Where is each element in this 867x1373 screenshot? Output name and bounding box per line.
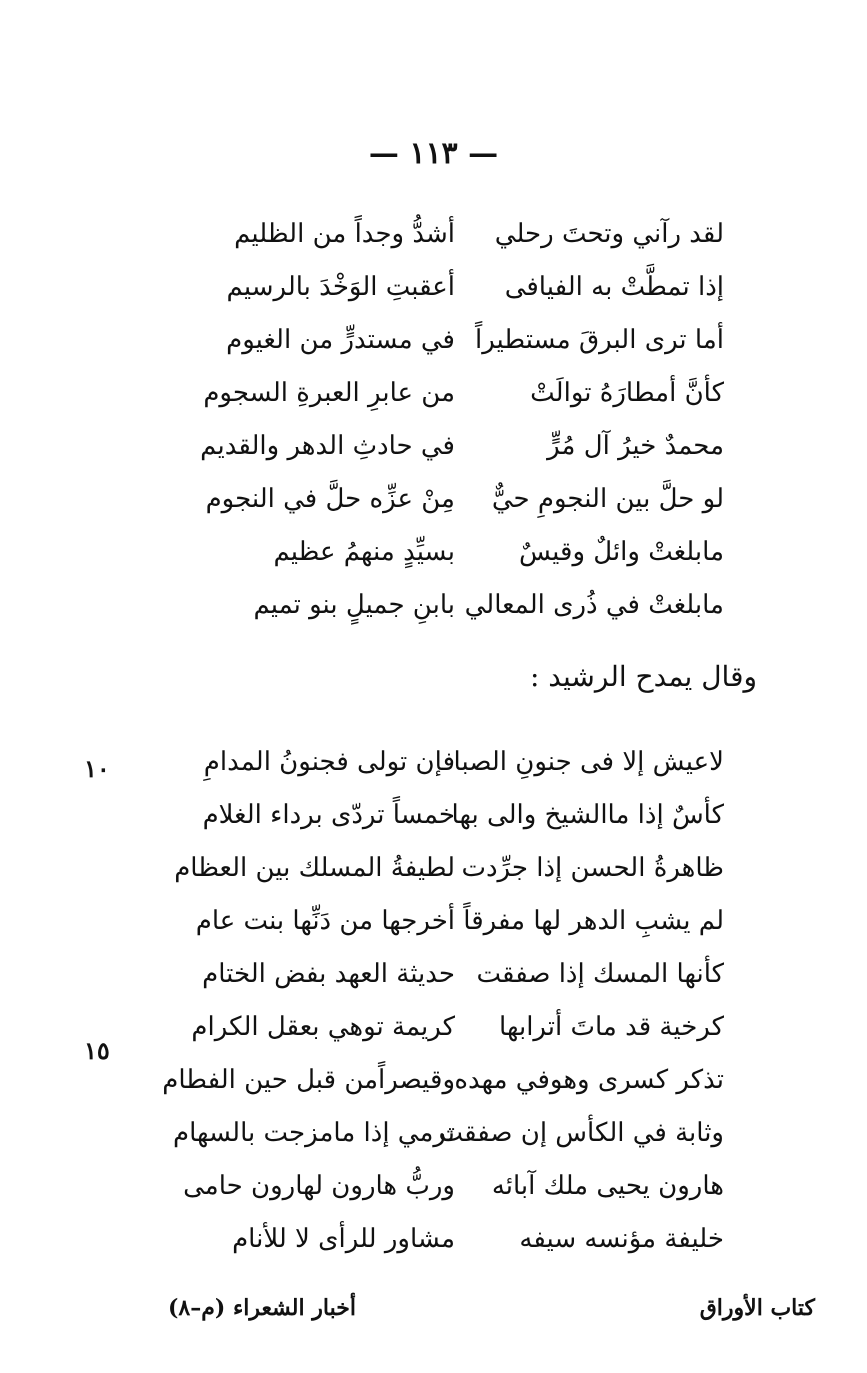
first-hemistich: تذكر كسرى وهوفي مهده	[454, 1065, 724, 1095]
second-hemistich: بسيِّدٍ منهمُ عظيم	[273, 537, 455, 567]
second-hemistich: بابنِ جميلٍ بنو تميم	[253, 590, 455, 620]
verse-row	[0, 261, 867, 314]
second-hemistich: وربُّ هارون لهارون حامى	[183, 1171, 455, 1201]
second-hemistich: كريمة توهي بعقل الكرام	[191, 1012, 455, 1042]
first-hemistich: مابلغتْ وائلٌ وقيسٌ	[519, 537, 724, 567]
second-hemistich: من عابرِ العبرةِ السجوم	[203, 378, 455, 408]
verse-row	[0, 367, 867, 420]
page-number: — ١١٣ —	[368, 136, 499, 171]
verse-row	[0, 473, 867, 526]
first-hemistich: محمدٌ خيرُ آل مُرٍّ	[547, 431, 724, 461]
line-number-15: ١٥	[84, 1036, 110, 1065]
second-hemistich: لطيفةُ المسلك بين العظام	[174, 853, 455, 883]
first-hemistich: خليفة مؤنسه سيفه	[519, 1224, 724, 1254]
second-hemistich: أعقبتِ الوَخْدَ بالرسيم	[226, 272, 455, 302]
poem-block-1	[0, 208, 867, 632]
footer-signature: أخبار الشعراء (م–٨)	[168, 1295, 356, 1321]
verse-row	[0, 736, 867, 789]
first-hemistich: لم يشبِ الدهر لها مفرقاً	[463, 906, 724, 936]
first-hemistich: لو حلَّ بين النجومِ حيٌّ	[491, 484, 724, 514]
second-hemistich: وقيصراًمن قبل حين الفطام	[162, 1065, 455, 1095]
verse-row	[0, 1054, 867, 1107]
first-hemistich: كأنها المسك إذا صفقت	[476, 959, 724, 989]
second-hemistich: خمساً تردّى برداء الغلام	[202, 800, 455, 830]
verse-row	[0, 789, 867, 842]
verse-row	[0, 1001, 867, 1054]
line-number-10: ١٠	[84, 754, 110, 783]
second-hemistich: فإن تولى فجنونُ المدامِ	[203, 747, 455, 777]
second-hemistich: ترمي إذا مامزجت بالسهام	[172, 1118, 455, 1148]
first-hemistich: كرخية قد ماتَ أترابها	[499, 1012, 724, 1042]
first-hemistich: كأنَّ أمطارَهُ توالَتْ	[530, 378, 724, 408]
footer-book-title: كتاب الأوراق	[699, 1295, 815, 1321]
second-hemistich: أخرجها من دَنِّها بنت عام	[195, 906, 455, 936]
verse-row	[0, 1160, 867, 1213]
verse-row	[0, 1107, 867, 1160]
second-hemistich: مِنْ عزِّه حلَّ في النجوم	[205, 484, 455, 514]
first-hemistich: إذا تمطَّتْ به الفيافى	[504, 272, 724, 302]
first-hemistich: لاعيش إلا فى جنونِ الصبا	[453, 747, 724, 777]
poem-intro: وقال يمدح الرشيد :	[529, 660, 757, 693]
poem-block-2	[0, 736, 867, 1266]
first-hemistich: ظاهرةُ الحسن إذا جرِّدت	[461, 853, 724, 883]
verse-row	[0, 895, 867, 948]
second-hemistich: أشدُّ وجداً من الظليم	[234, 219, 455, 249]
first-hemistich: مابلغتْ في ذُرى المعالي	[464, 590, 724, 620]
second-hemistich: مشاور للرأى لا للأنام	[232, 1224, 455, 1254]
verse-row	[0, 420, 867, 473]
first-hemistich: هارون يحيى ملك آبائه	[491, 1171, 724, 1201]
verse-row	[0, 208, 867, 261]
second-hemistich: في حادثِ الدهر والقديم	[200, 431, 455, 461]
second-hemistich: في مستدرٍّ من الغيوم	[226, 325, 455, 355]
verse-row	[0, 314, 867, 367]
first-hemistich: أما ترى البرقَ مستطيراً	[474, 325, 724, 355]
first-hemistich: لقد رآني وتحتَ رحلي	[494, 219, 724, 249]
verse-row	[0, 948, 867, 1001]
second-hemistich: حديثة العهد بفض الختام	[202, 959, 455, 989]
verse-row	[0, 842, 867, 895]
first-hemistich: كأسٌ إذا ماالشيخ والى بها	[451, 800, 724, 830]
verse-row	[0, 526, 867, 579]
first-hemistich: وثابة في الكأس إن صفقت	[438, 1118, 724, 1148]
verse-row	[0, 1213, 867, 1266]
verse-row	[0, 579, 867, 632]
